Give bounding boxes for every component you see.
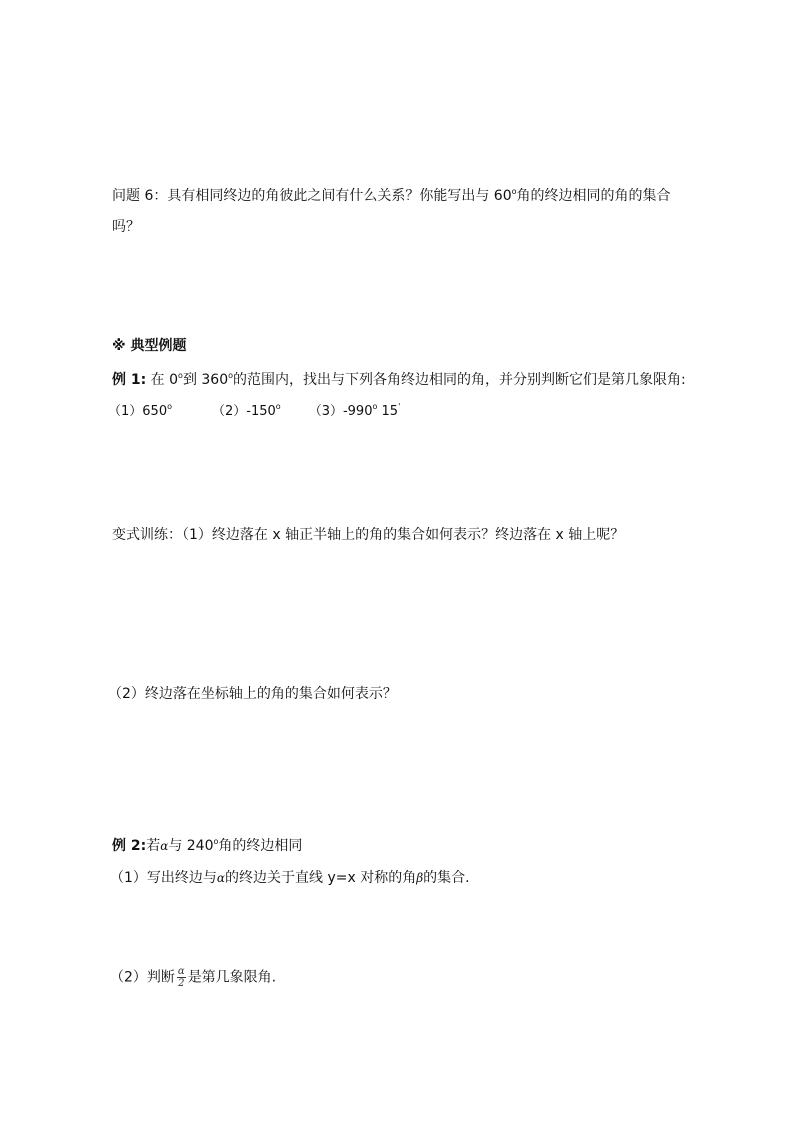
- example-2-part-2: [110, 966, 276, 989]
- degree-mark: o: [228, 371, 234, 380]
- section-title: [112, 336, 186, 356]
- example-1-text: 到 360: [182, 372, 229, 388]
- example-1-text: 的范围内，找出与下列各角终边相同的角，并分别判断它们是第几象限角:: [233, 372, 686, 388]
- example-2-text: 与 240: [168, 838, 214, 854]
- beta-symbol: β: [416, 871, 424, 885]
- example-1-item-2: （2）-150$^o$: [212, 402, 281, 419]
- degree-mark: o: [511, 187, 517, 196]
- part-2-text: （2）判断: [110, 969, 175, 986]
- fraction-denominator: 2: [178, 978, 185, 989]
- question-6-line-1: [112, 186, 671, 206]
- degree-mark: o: [213, 837, 219, 846]
- example-1-items: [108, 402, 400, 422]
- part-2-text: 是第几象限角.: [187, 969, 277, 986]
- variant-training-text: 变式训练：（1）终边落在 x 轴正半轴上的角的集合如何表示？终边落在 x 轴上呢？: [112, 527, 625, 543]
- section-title-text: ※ 典型例题: [112, 338, 187, 354]
- example-2-line: [112, 836, 302, 856]
- example-1-text: 在 0: [146, 372, 179, 388]
- variant-training-text-2: （2）终边落在坐标轴上的角的集合如何表示？: [108, 686, 397, 702]
- part-1-text: 的终边关于直线 y=x 对称的角: [225, 870, 417, 886]
- variant-training-line-1: [112, 525, 624, 545]
- fraction-numerator: α: [177, 966, 185, 977]
- alpha-symbol: α: [216, 871, 226, 885]
- alpha-symbol: α: [160, 839, 169, 853]
- part-1-text: 的集合.: [423, 870, 470, 886]
- example-2-label: 例 2:: [112, 838, 147, 854]
- example-1-line: [112, 370, 686, 390]
- question-6-text-end: 吗？: [112, 219, 140, 235]
- degree-mark: o: [178, 371, 183, 380]
- question-6-text-cont: 角的终边相同的角的集合: [516, 188, 671, 204]
- example-2-part-1: [110, 868, 470, 888]
- example-2-text: 若: [146, 838, 161, 854]
- alpha-over-2-fraction: [177, 966, 186, 989]
- question-6-text: 问题 6：具有相同终边的角彼此之间有什么关系？你能写出与 60: [112, 188, 512, 204]
- variant-training-line-2: [108, 684, 397, 704]
- question-6-line-2: [112, 217, 140, 237]
- example-1-label: 例 1:: [112, 372, 147, 388]
- example-1-item-3: （3）-990$^o$ 15': [308, 402, 401, 419]
- example-2-text: 角的终边相同: [218, 838, 303, 854]
- example-1-item-1: （1）650$^o$: [108, 402, 172, 419]
- part-1-text: （1）写出终边与: [110, 870, 217, 886]
